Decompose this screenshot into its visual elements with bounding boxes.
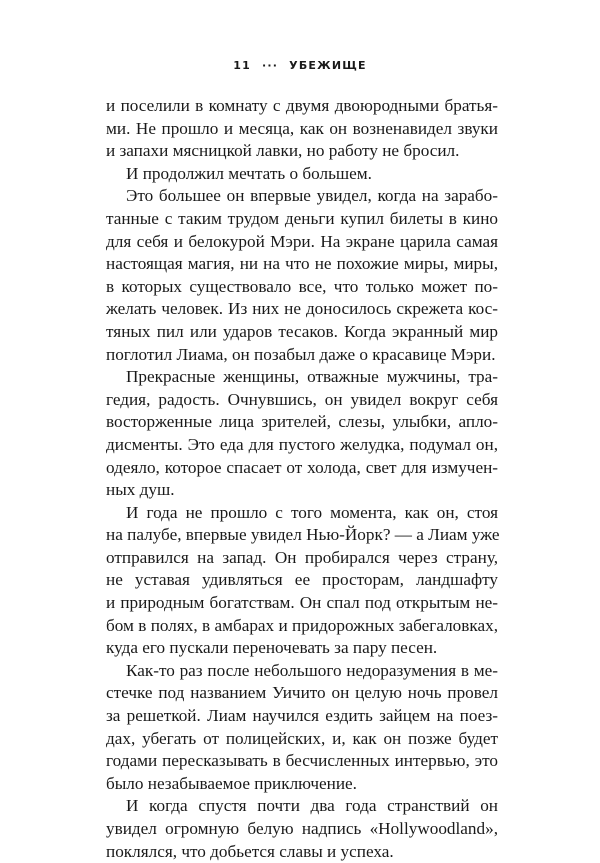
chapter-title: УБЕЖИЩЕ bbox=[289, 58, 367, 72]
text-line: на палубе, впервые увидел Нью-Йорк? — а Лиам уже bbox=[106, 525, 500, 545]
text-line: желать человек. Из них не доносилось скрежета кос- bbox=[106, 299, 498, 319]
page-number: 11 bbox=[233, 58, 251, 72]
running-head bbox=[0, 58, 600, 72]
text-line: И продолжил мечтать о большем. bbox=[126, 163, 372, 183]
text-line: увидел огромную белую надпись «Hollywoodland», bbox=[106, 819, 498, 838]
text-line: не уставая удивляться ее просторам, ландшафту bbox=[106, 570, 498, 590]
text-line: за решеткой. Лиам научился ездить зайцем на поез- bbox=[106, 706, 498, 726]
text-line: дах, убегать от полицейских, и, как он позже будет bbox=[106, 728, 498, 748]
text-line: восторженные лица зрителей, слезы, улыбки, апло- bbox=[106, 412, 498, 432]
text-line: куда его пускали переночевать за пару песен. bbox=[106, 638, 438, 658]
text-line: и природным богатствам. Он спал под открытым не- bbox=[106, 593, 498, 613]
text-line: Это большее он впервые увидел, когда на зарабо- bbox=[126, 186, 498, 206]
text-line: было незабываемое приключение. bbox=[106, 773, 357, 793]
text-line: Прекрасные женщины, отважные мужчины, тра- bbox=[126, 367, 498, 387]
text-line: и поселили в комнату с двумя двоюродными братья- bbox=[106, 96, 498, 115]
text-line: И года не прошло с того момента, как он, стоя bbox=[126, 502, 498, 522]
text-line: ных душ. bbox=[106, 480, 175, 500]
text-line: одеяло, которое спасает от холода, свет для измучен- bbox=[106, 457, 498, 477]
text-line: стечке под названием Уичито он целую ночь провел bbox=[106, 683, 498, 703]
text-line: поклялся, что добьется славы и успеха. bbox=[106, 841, 394, 861]
header-separator: ··· bbox=[262, 58, 279, 72]
text-line: И когда спустя почти два года странствий он bbox=[126, 796, 498, 816]
text-line: ми. Не прошло и месяца, как он возненавидел звуки bbox=[106, 118, 498, 138]
text-line: настоящая магия, ни на что не похожие миры, миры, bbox=[106, 254, 498, 274]
text-line: поглотил Лиама, он позабыл даже о красавице Мэри. bbox=[106, 344, 496, 364]
text-line: танные с таким трудом деньги купил билеты в кино bbox=[106, 208, 498, 228]
text-line: и запахи мясницкой лавки, но работу не бросил. bbox=[106, 141, 460, 161]
body-text bbox=[106, 95, 498, 863]
text-line: годами пересказывать в бесчисленных интервью, это bbox=[106, 751, 498, 771]
text-line: отправился на запад. Он пробирался через страну, bbox=[106, 547, 498, 567]
text-line: Как-то раз после небольшого недоразумения в ме- bbox=[126, 660, 498, 680]
text-line: для себя и белокурой Мэри. На экране царила самая bbox=[106, 231, 498, 251]
text-line: гедия, радость. Очнувшись, он увидел вокруг себя bbox=[106, 389, 498, 409]
text-line: бом в полях, в амбарах и придорожных забегаловках, bbox=[106, 615, 498, 635]
text-line: в которых существовало все, что только может по- bbox=[106, 276, 498, 296]
text-line: тяных пил или ударов тесаков. Когда экранный мир bbox=[106, 321, 498, 341]
text-line: дисменты. Это еда для пустого желудка, подумал он, bbox=[106, 434, 498, 454]
